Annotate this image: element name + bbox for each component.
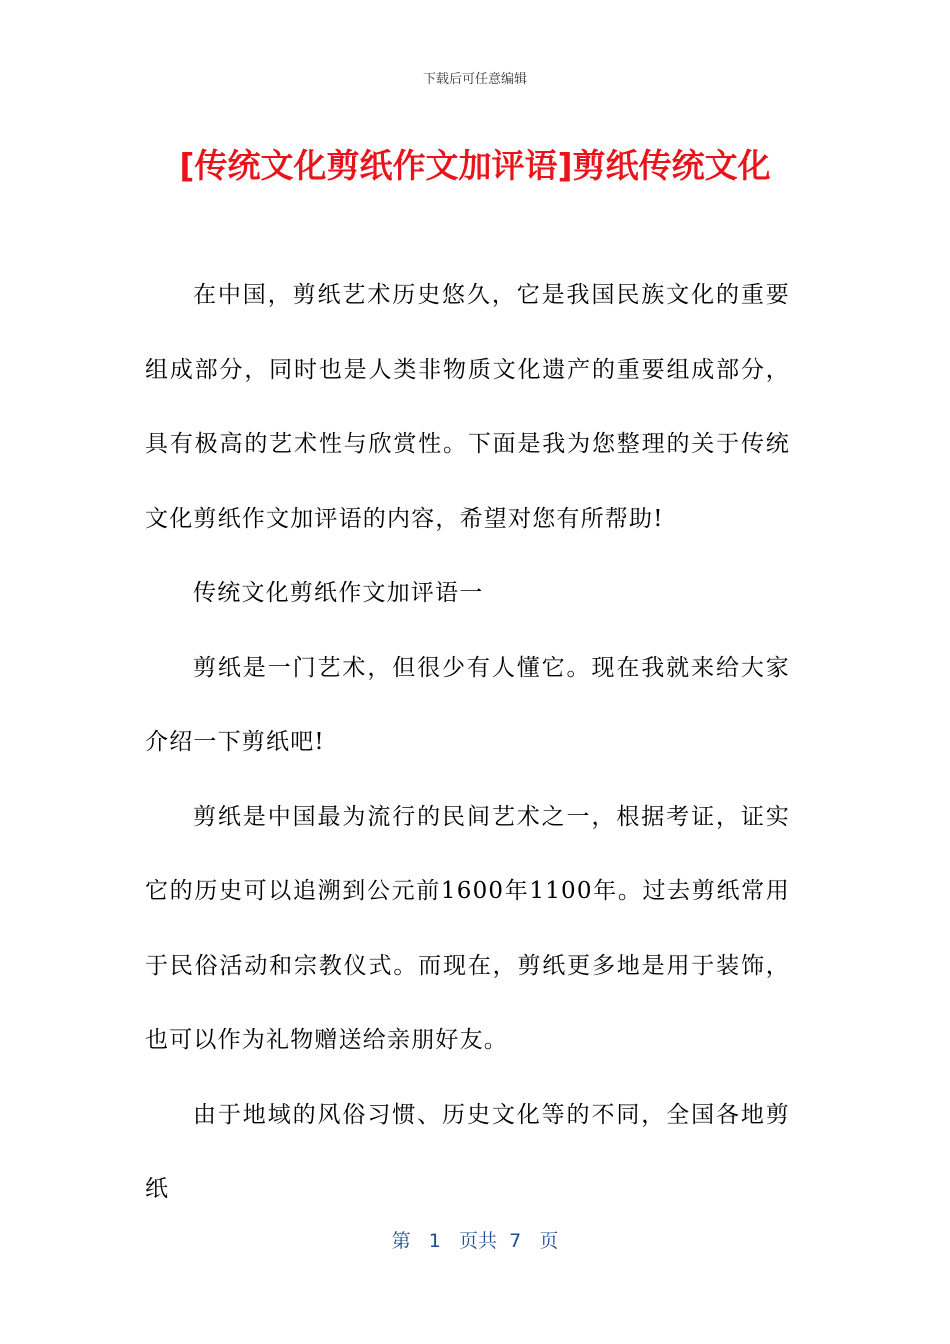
- page-footer: [0, 1226, 950, 1253]
- footer-total-pages: 7: [509, 1230, 522, 1252]
- footer-prefix: 第: [391, 1230, 411, 1252]
- document-body: [145, 258, 790, 1227]
- footer-current-page: 1: [428, 1230, 441, 1252]
- paragraph-history: 剪纸是中国最为流行的民间艺术之一，根据考证，证实它的历史可以追溯到公元前1600年1100年。过去剪纸常用于民俗活动和宗教仪式。而现在，剪纸更多地是用于装饰，也可以作为礼物赠送给亲朋好友。: [145, 803, 790, 1053]
- footer-suffix: 页: [539, 1230, 559, 1252]
- section-heading: 传统文化剪纸作文加评语一: [193, 580, 484, 606]
- paragraph-regional: 由于地域的风俗习惯、历史文化等的不同，全国各地剪纸: [145, 1101, 790, 1202]
- paragraph-introduce: 剪纸是一门艺术，但很少有人懂它。现在我就来给大家介绍一下剪纸吧!: [145, 654, 790, 755]
- download-note: 下载后可任意编辑: [422, 72, 527, 87]
- document-title: [传统文化剪纸作文加评语]剪纸传统文化: [179, 146, 771, 185]
- paragraph-intro: 在中国，剪纸艺术历史悠久，它是我国民族文化的重要组成部分，同时也是人类非物质文化遗产的重要组成部分，具有极高的艺术性与欣赏性。下面是我为您整理的关于传统文化剪纸作文加评语的内容，希望对您有所帮助!: [145, 282, 790, 532]
- footer-middle: 页共: [459, 1230, 498, 1252]
